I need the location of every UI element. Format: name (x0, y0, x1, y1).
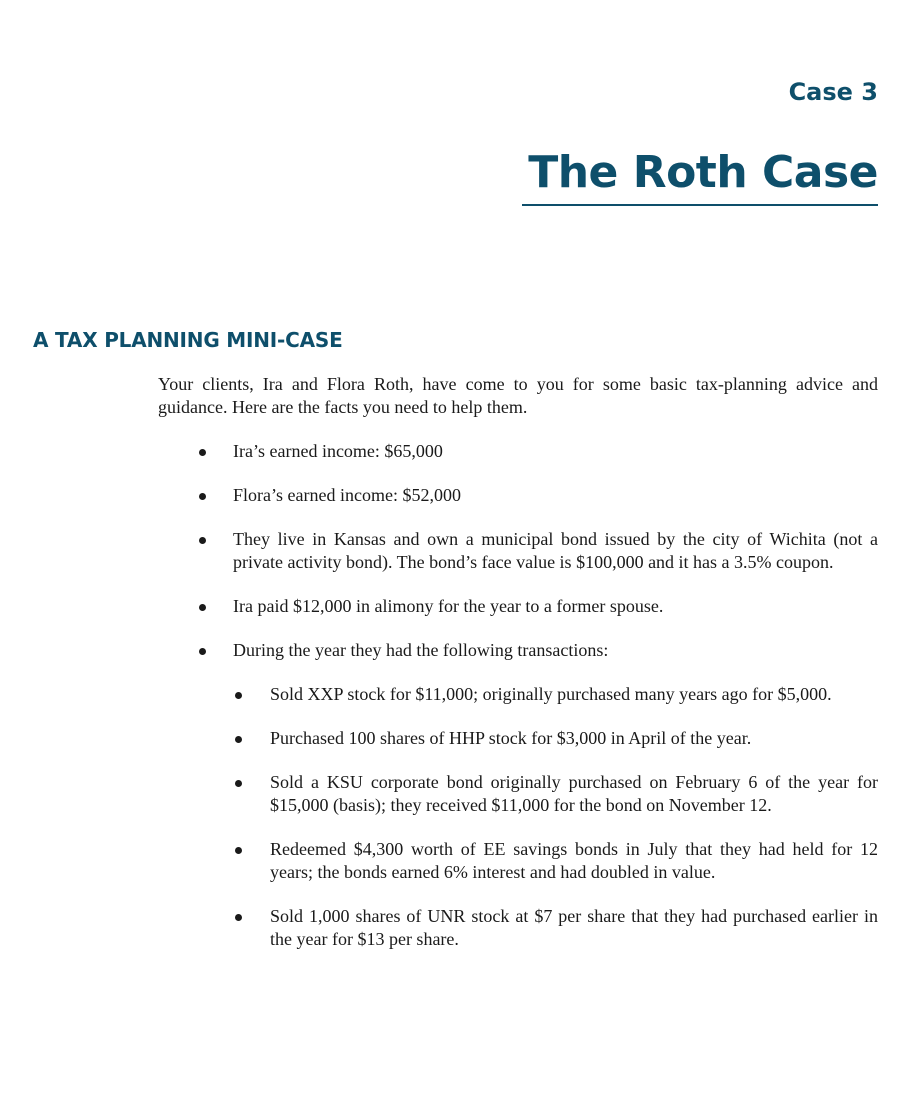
fact-flora-income: Flora’s earned income: $52,000 (158, 484, 878, 507)
fact-transactions-label: During the year they had the following transactions: (233, 640, 609, 660)
fact-municipal-bond: They live in Kansas and own a municipal bond issued by the city of Wichita (not a private activity bond). The bond’s face value is $100,000 and it has a 3.5% coupon. (158, 528, 878, 574)
transactions-list (233, 683, 878, 951)
transaction-xxp-stock: Sold XXP stock for $11,000; originally purchased many years ago for $5,000. (233, 683, 878, 706)
fact-ira-income: Ira’s earned income: $65,000 (158, 440, 878, 463)
transaction-ee-bonds: Redeemed $4,300 worth of EE savings bonds in July that they had held for 12 years; the bonds earned 6% interest and had doubled in value. (233, 838, 878, 884)
case-number: Case 3 (788, 78, 878, 106)
facts-list (158, 440, 878, 951)
transaction-ksu-bond: Sold a KSU corporate bond originally purchased on February 6 of the year for $15,000 (basis); they received $11,000 for the bond on November 12. (233, 771, 878, 817)
page-title: The Roth Case (528, 147, 878, 198)
title-underline (522, 204, 878, 206)
fact-alimony: Ira paid $12,000 in alimony for the year to a former spouse. (158, 595, 878, 618)
case-content (158, 373, 878, 972)
intro-paragraph: Your clients, Ira and Flora Roth, have come to you for some basic tax-planning advice and guidance. Here are the facts you need to help them. (158, 374, 878, 417)
section-heading: A TAX PLANNING MINI-CASE (33, 328, 343, 352)
transaction-unr-stock: Sold 1,000 shares of UNR stock at $7 per share that they had purchased earlier in the year for $13 per share. (233, 905, 878, 951)
fact-transactions (158, 639, 878, 951)
transaction-hhp-stock: Purchased 100 shares of HHP stock for $3,000 in April of the year. (233, 727, 878, 750)
